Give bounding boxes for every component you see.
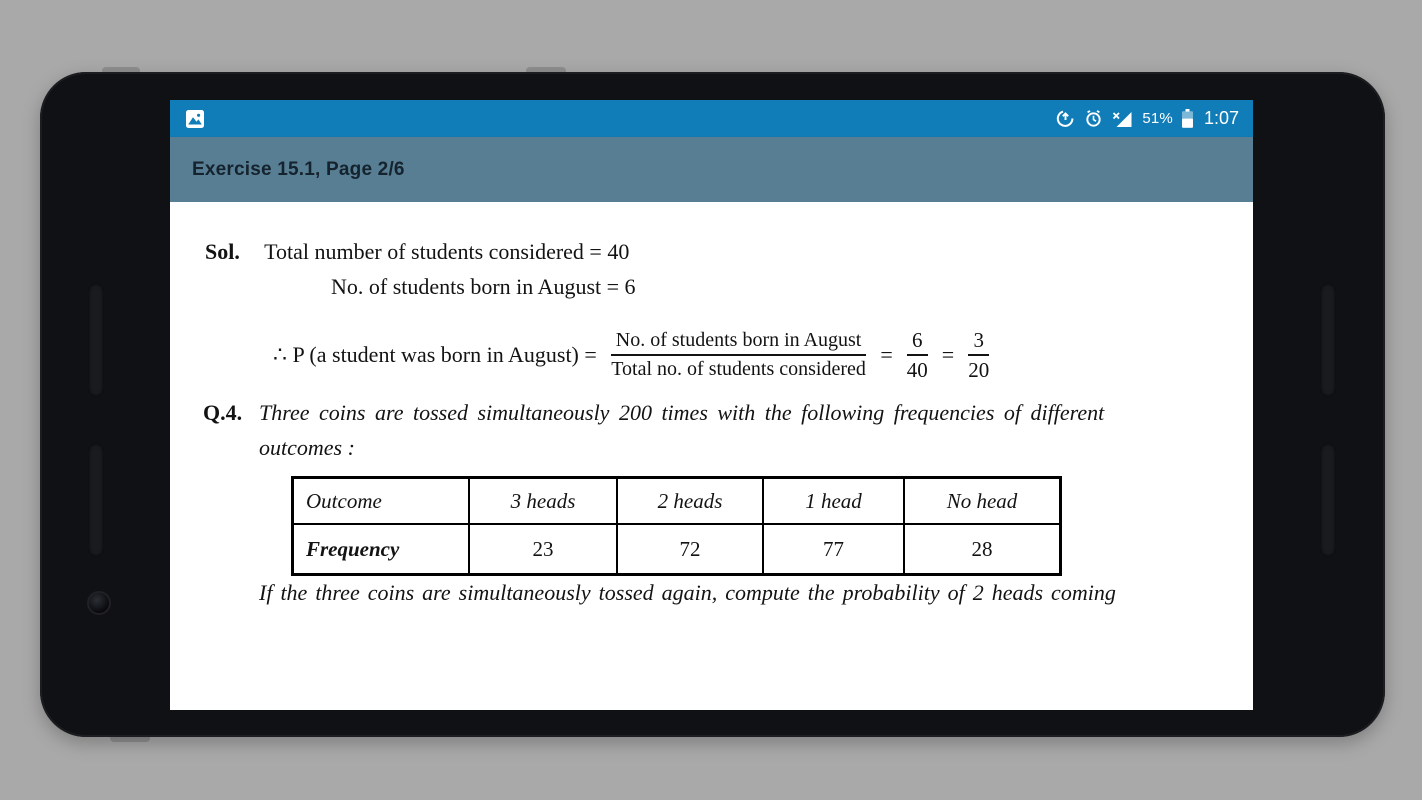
question-text-2: outcomes : bbox=[259, 435, 355, 460]
fraction-numerator: 3 bbox=[968, 328, 989, 356]
table-header-1-head: 1 head bbox=[763, 478, 904, 525]
table-cell-value: 72 bbox=[617, 524, 763, 575]
app-bar bbox=[170, 137, 1253, 202]
table-cell-frequency-label: Frequency bbox=[293, 524, 470, 575]
solution-line-2 bbox=[331, 273, 636, 301]
fraction-denominator: 20 bbox=[968, 358, 990, 382]
battery-icon bbox=[1182, 109, 1193, 128]
fraction-text bbox=[611, 329, 867, 381]
table-header-2-heads: 2 heads bbox=[617, 478, 763, 525]
speaker-slot bbox=[88, 443, 104, 557]
question-footer-text: If the three coins are simultaneously tossed again, compute the probability of 2 heads coming bbox=[259, 580, 1116, 605]
solution-label: Sol. bbox=[205, 239, 240, 264]
side-button bbox=[110, 732, 150, 742]
fraction-3-20 bbox=[968, 328, 989, 382]
phone-screen bbox=[170, 100, 1253, 710]
table-header-3-heads: 3 heads bbox=[469, 478, 617, 525]
table-header-outcome: Outcome bbox=[293, 478, 470, 525]
gallery-icon bbox=[185, 109, 205, 129]
volume-button bbox=[526, 67, 566, 77]
status-time: 1:07 bbox=[1203, 108, 1239, 128]
fraction-numerator: No. of students born in August bbox=[611, 329, 867, 356]
equals-sign: = bbox=[880, 342, 893, 367]
question-line-2 bbox=[259, 434, 355, 462]
equals-sign: = bbox=[941, 342, 955, 367]
battery-percent: 51% bbox=[1142, 110, 1173, 127]
page-title: Exercise 15.1, Page 2/6 bbox=[192, 158, 405, 180]
probability-equation bbox=[273, 321, 989, 389]
no-signal-icon bbox=[1112, 110, 1133, 128]
question-text-1: Three coins are tossed simultaneously 200 times with the following frequencies of different bbox=[259, 400, 1105, 425]
book-page bbox=[190, 228, 1228, 610]
table-header-no-head: No head bbox=[904, 478, 1061, 525]
alarm-icon bbox=[1084, 109, 1103, 128]
camera-lens bbox=[87, 591, 111, 615]
fraction-6-40 bbox=[907, 328, 928, 382]
fraction-numerator: 6 bbox=[907, 328, 928, 356]
power-button bbox=[102, 67, 140, 77]
table-cell-value: 77 bbox=[763, 524, 904, 575]
table-cell-value: 28 bbox=[904, 524, 1061, 575]
question-footer-line bbox=[259, 579, 1116, 607]
status-bar bbox=[170, 100, 1253, 137]
question-label: Q.4. bbox=[203, 400, 243, 425]
speaker-slot bbox=[1320, 283, 1336, 397]
phone-frame bbox=[40, 72, 1385, 737]
question-line-1 bbox=[203, 399, 1104, 427]
speaker-slot bbox=[88, 283, 104, 397]
reader-content[interactable] bbox=[170, 202, 1253, 710]
fraction-denominator: 40 bbox=[906, 358, 928, 382]
speaker-slot bbox=[1320, 443, 1336, 557]
table-cell-value: 23 bbox=[469, 524, 617, 575]
table-header-row bbox=[293, 478, 1061, 525]
probability-lhs: ∴ P (a student was born in August) = bbox=[273, 342, 597, 367]
solution-line-1 bbox=[205, 238, 629, 266]
solution-text-1: Total number of students considered = 40 bbox=[264, 239, 630, 264]
frequency-table bbox=[291, 476, 1062, 576]
data-saver-icon bbox=[1056, 109, 1075, 128]
fraction-denominator: Total no. of students considered bbox=[611, 358, 866, 380]
table-data-row bbox=[293, 524, 1061, 575]
solution-text-2: No. of students born in August = 6 bbox=[331, 274, 636, 299]
